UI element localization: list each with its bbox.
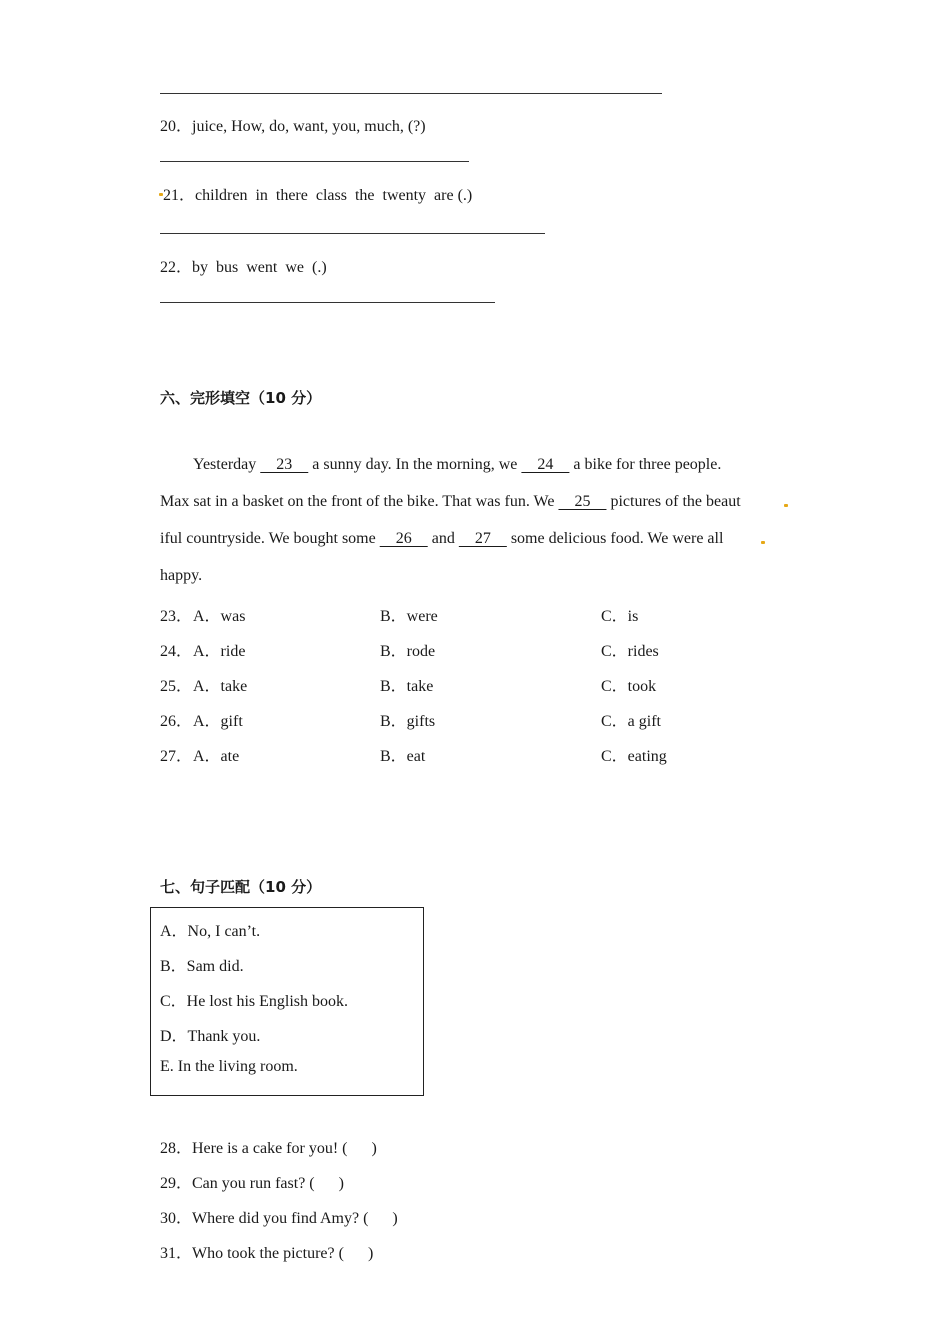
choice-number: 24． [160,643,193,660]
passage-text: a bike for three people. [569,456,722,473]
choice-row-27 [160,743,760,763]
choice-number: 27． [160,748,193,765]
question-words: juice, How, do, want, you, much, (?) [192,118,426,135]
question-20 [160,113,426,136]
question-number: 20． [160,118,193,135]
answer-line-20 [160,161,469,162]
match-option-b: B．Sam did. [160,958,244,975]
blank-24: 24 [521,456,570,473]
choice-b[interactable]: B．eat [380,748,426,765]
choice-row-26 [160,708,760,728]
passage-text: Yesterday [193,456,261,473]
question-number: 21． [163,187,196,204]
passage-line-1 [193,456,823,474]
section-7-heading: 七、句子匹配（10 分） [160,878,322,896]
match-option-d: D．Thank you. [160,1028,261,1045]
match-question-29[interactable]: 29．Can you run fast? ( ) [160,1175,344,1192]
choice-c[interactable]: C．is [601,608,639,625]
choice-c[interactable]: C．took [601,678,657,695]
passage-text: Max sat in a basket on the front of the bike. That was fun. We [160,493,559,510]
choice-c[interactable]: C．eating [601,748,667,765]
highlight-marker-icon [784,504,788,507]
choice-c[interactable]: C．a gift [601,713,661,730]
answer-line-19 [160,93,662,94]
matching-options-box [150,907,424,1096]
match-option-c: C．He lost his English book. [160,993,349,1010]
passage-text: pictures of the beaut [606,493,741,510]
choice-a[interactable]: A．ate [193,748,240,765]
choice-a[interactable]: A．was [193,608,246,625]
choice-a[interactable]: A．gift [193,713,243,730]
question-21 [163,182,472,205]
match-question-31[interactable]: 31．Who took the picture? ( ) [160,1245,374,1262]
answer-line-21 [160,233,545,234]
choice-b[interactable]: B．take [380,678,434,695]
passage-text: and [427,530,459,547]
match-option-a: A．No, I can’t. [160,923,261,940]
choice-b[interactable]: B．were [380,608,438,625]
passage-text: some delicious food. We were [506,530,704,547]
match-option-e: E. In the living room. [160,1058,298,1075]
passage-line-3 [160,530,790,548]
choice-row-25 [160,673,760,693]
blank-26: 26 [379,530,428,547]
passage-line-4: happy. [160,567,203,584]
choice-row-24 [160,638,760,658]
question-words: by bus went we (.) [192,259,327,276]
passage-text: iful countryside. We bought some [160,530,380,547]
passage-text: a sunny day. In the morning, we [308,456,522,473]
blank-27: 27 [458,530,507,547]
choice-b[interactable]: B．gifts [380,713,436,730]
answer-line-22 [160,302,495,303]
choice-number: 26． [160,713,193,730]
passage-text: all [703,530,724,547]
choice-row-23 [160,603,760,623]
question-22 [160,254,327,277]
choice-a[interactable]: A．take [193,678,248,695]
match-question-30[interactable]: 30．Where did you find Amy? ( ) [160,1210,398,1227]
passage-line-2 [160,493,790,511]
choice-number: 25． [160,678,193,695]
choice-b[interactable]: B．rode [380,643,436,660]
choice-c[interactable]: C．rides [601,643,659,660]
question-words: children in there class the twenty are (.) [195,187,473,204]
choice-number: 23． [160,608,193,625]
section-6-heading: 六、完形填空（10 分） [160,389,322,407]
question-number: 22． [160,259,193,276]
choice-a[interactable]: A．ride [193,643,246,660]
blank-23: 23 [260,456,309,473]
match-question-28[interactable]: 28．Here is a cake for you! ( ) [160,1140,377,1157]
blank-25: 25 [558,493,607,510]
highlight-marker-icon [761,541,765,544]
